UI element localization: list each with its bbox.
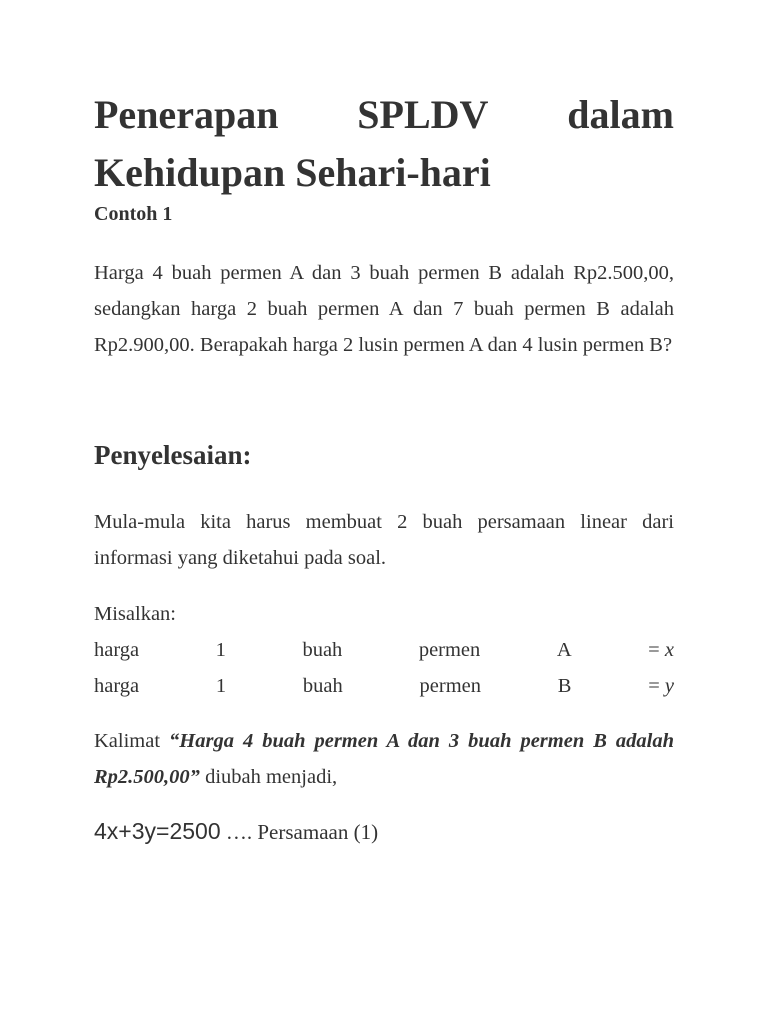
variable-row xyxy=(94,668,674,704)
equals: = xyxy=(648,675,665,697)
equation-label: Persamaan (1) xyxy=(257,820,379,844)
document-title xyxy=(94,86,674,202)
variable: y xyxy=(664,675,674,697)
cell xyxy=(648,668,674,704)
variable: x xyxy=(664,639,674,661)
title-word: SPLDV xyxy=(357,92,489,137)
variable-row xyxy=(94,632,674,668)
cell: 1 xyxy=(215,675,227,697)
cell: permen xyxy=(418,639,481,661)
solution-heading: Penyelesaian: xyxy=(94,440,252,470)
sentence-conversion xyxy=(94,723,674,795)
let-label: Misalkan: xyxy=(94,603,176,625)
equation-expression: 4x+3y=2500 xyxy=(94,818,221,844)
quoted-sentence: “Harga 4 buah permen A dan 3 buah permen B adalah Rp2.500,00” xyxy=(94,730,674,788)
cell: harga xyxy=(94,639,140,661)
cell: 1 xyxy=(215,639,226,661)
cell xyxy=(648,632,674,668)
title-word: dalam xyxy=(567,92,674,137)
sentence-prefix: Kalimat xyxy=(94,730,170,752)
variable-definitions xyxy=(94,596,674,704)
equals: = xyxy=(648,639,665,661)
example-label: Contoh 1 xyxy=(94,203,173,225)
cell: harga xyxy=(94,675,140,697)
cell: A xyxy=(556,639,572,661)
sentence-suffix: diubah menjadi, xyxy=(199,766,338,788)
equation-1 xyxy=(94,818,674,846)
cell: buah xyxy=(302,675,343,697)
cell: B xyxy=(557,675,572,697)
cell: buah xyxy=(302,639,343,661)
cell: permen xyxy=(419,675,481,697)
problem-text: Harga 4 buah permen A dan 3 buah permen B adalah Rp2.500,00, sedangkan harga 2 buah permen A dan 7 buah permen B adalah Rp2.900,00. Berapakah harga 2 lusin permen A dan 4 lusin permen B? xyxy=(94,262,674,356)
title-word: Penerapan xyxy=(94,92,279,137)
title-line-2: Kehidupan Sehari-hari xyxy=(94,150,491,195)
intro-text: Mula-mula kita harus membuat 2 buah persamaan linear dari informasi yang diketahui pada soal. xyxy=(94,511,674,569)
ellipsis: …. xyxy=(220,820,258,844)
